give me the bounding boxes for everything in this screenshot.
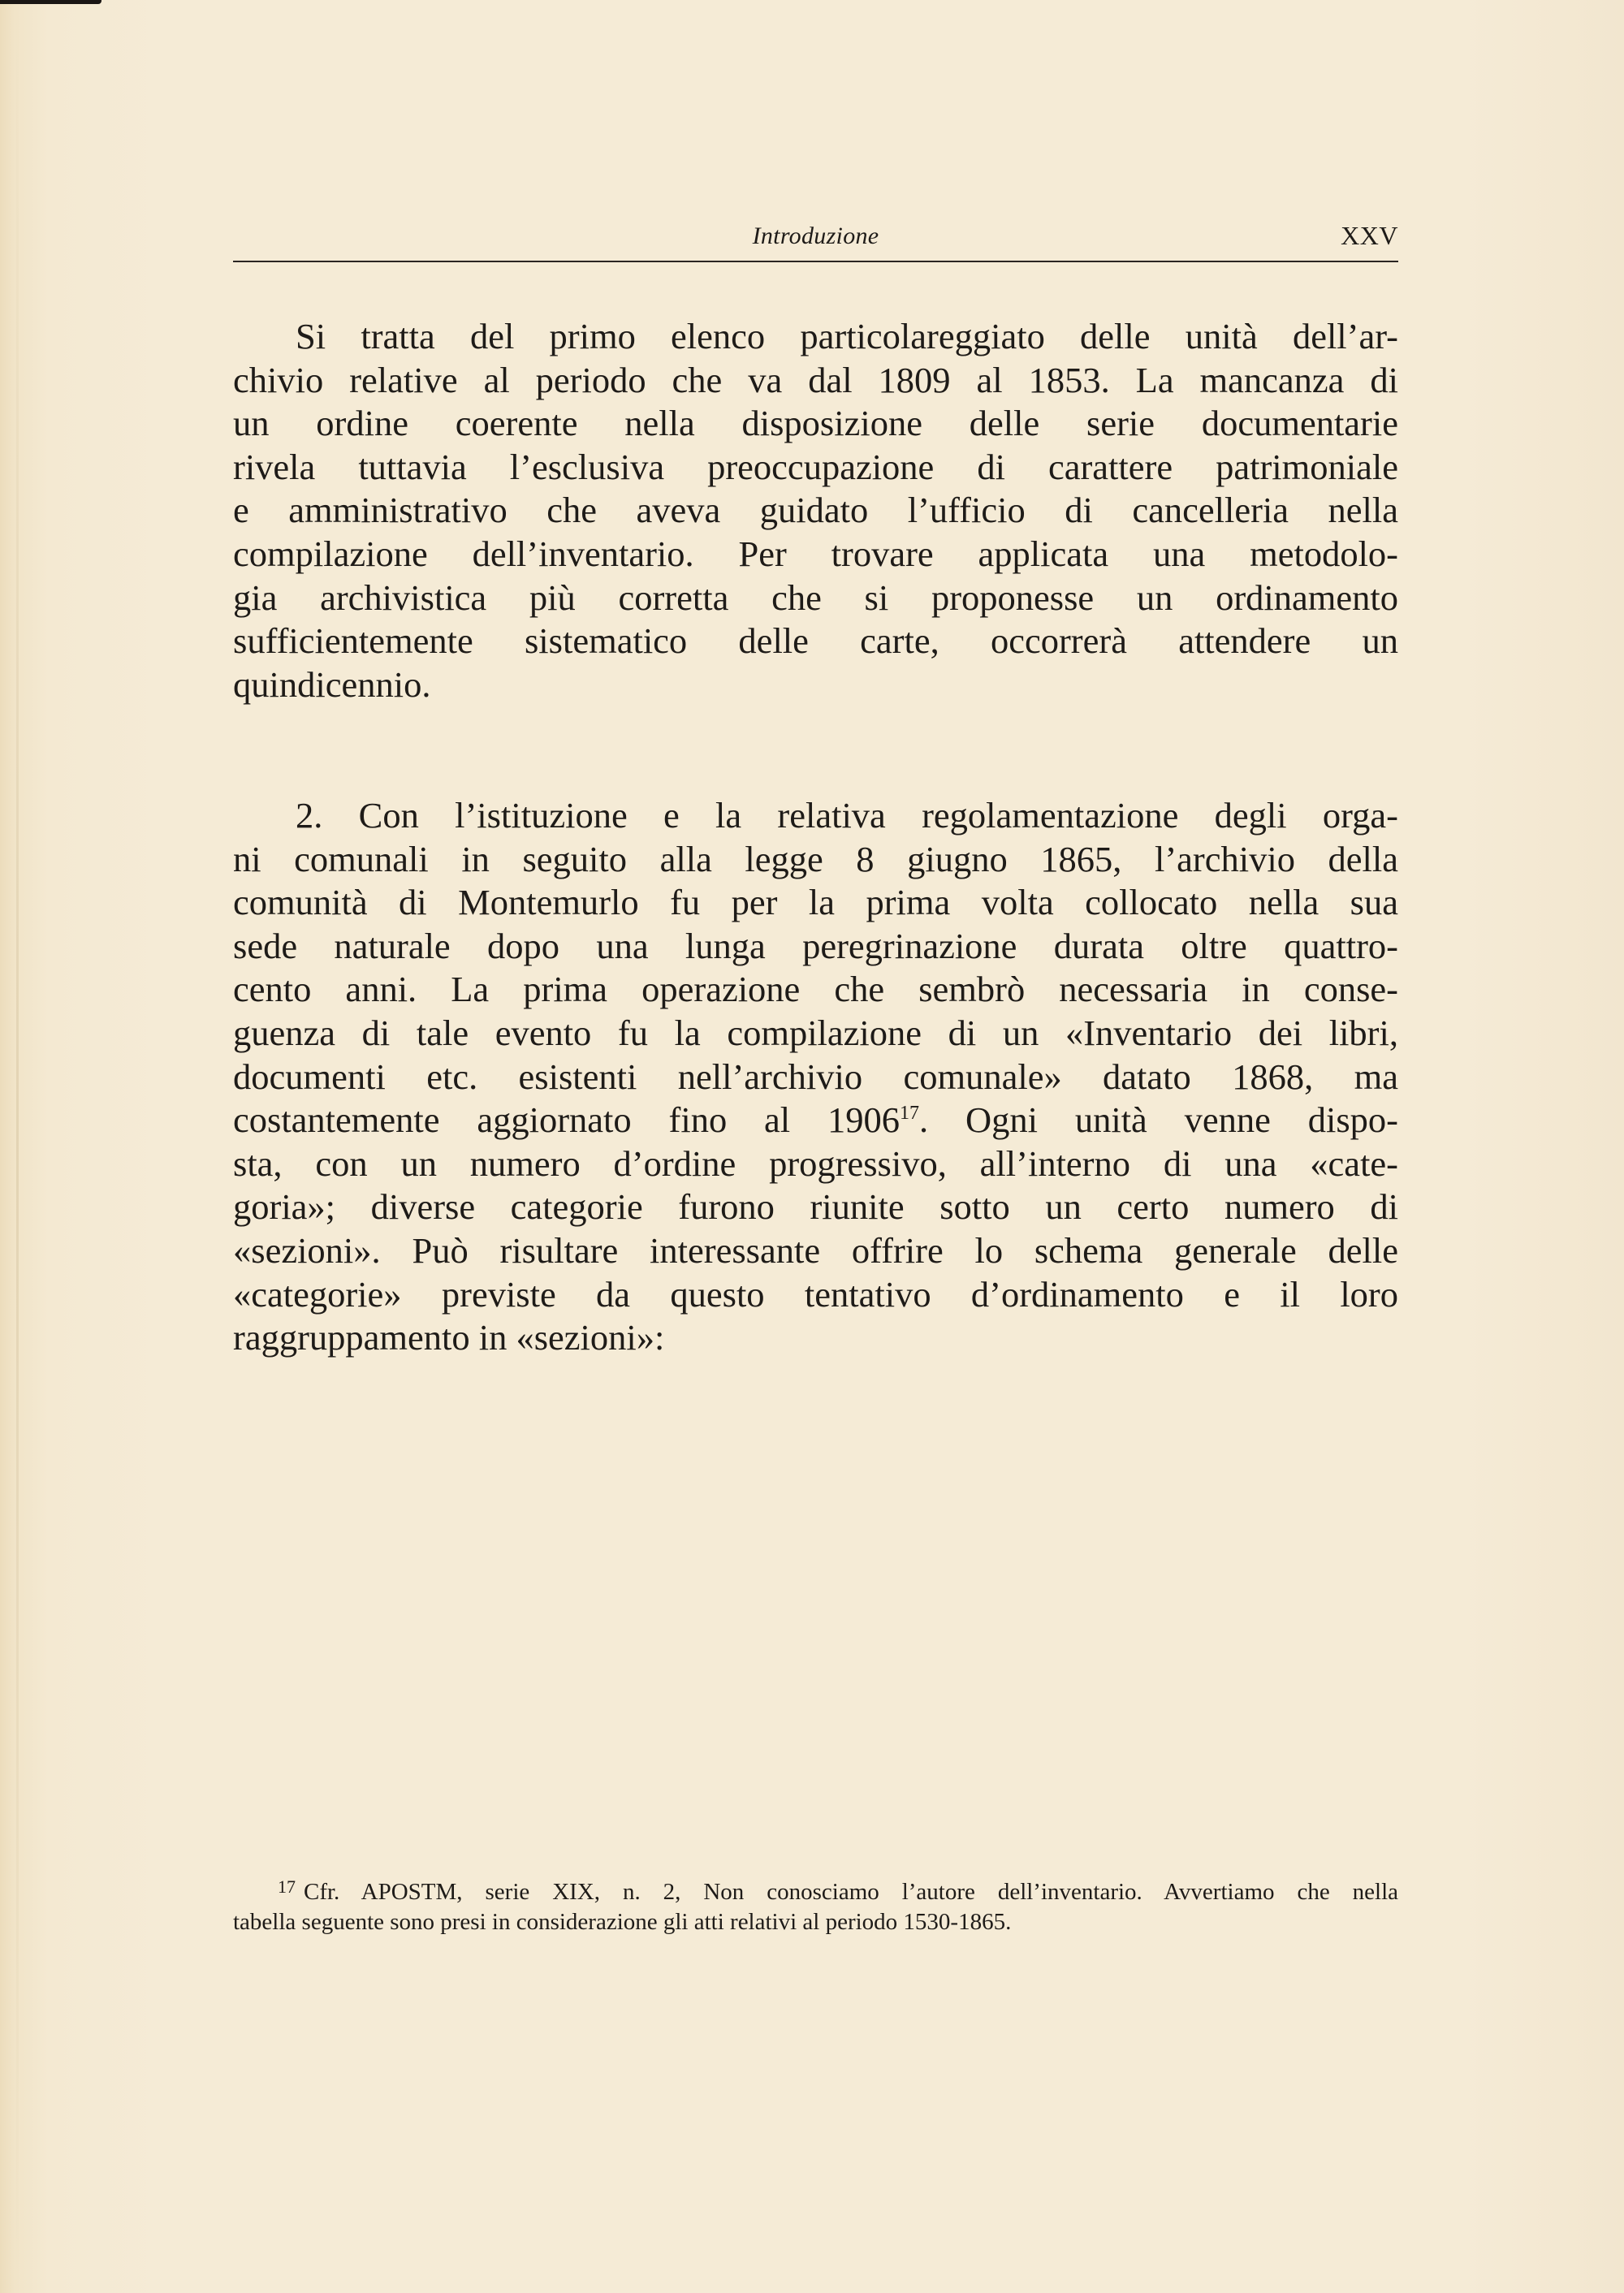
text-line: chivio relative al periodo che va dal 1809 al 1853. La mancanza di [233,359,1398,400]
text-line: comunità di Montemurlo fu per la prima volta collocato nella sua [233,882,1398,923]
footnote-17 [233,1872,1398,1937]
text-line: gia archivistica più corretta che si proponesse un ordinamento [233,576,1398,618]
paragraph-1 [233,315,1398,706]
running-title: Introduzione [752,222,879,249]
text-line: e amministrativo che aveva guidato l’ufficio di cancelleria nella [233,490,1398,531]
footnote-number: 17 [278,1876,296,1897]
text-line-with-footnote [233,1099,1398,1142]
page-gutter [16,0,19,2293]
text-segment: costantemente aggiornato fino al 1906 [233,1099,901,1141]
text-line: goria»; diverse categorie furono riunite sotto un certo numero di [233,1186,1398,1228]
text-line: «sezioni». Può risultare interessante offrire lo schema generale delle [233,1229,1398,1271]
text-line: rivela tuttavia l’esclusiva preoccupazione di carattere patrimoniale [233,446,1398,487]
scan-edge-shadow [0,0,102,4]
text-line: compilazione dell’inventario. Per trovare applicata una metodolo- [233,533,1398,574]
text-line: raggruppamento in «sezioni»: [233,1317,665,1358]
text-line: sede naturale dopo una lunga peregrinazione durata oltre quattro- [233,925,1398,966]
text-segment: . Ogni unità venne dispo- [919,1099,1399,1141]
footnote-reference[interactable]: 17 [900,1103,920,1125]
text-line: sta, con un numero d’ordine progressivo, all’interno di una «cate- [233,1142,1398,1184]
paragraph-2 [233,794,1398,1360]
text-line: un ordine coerente nella disposizione delle serie documentarie [233,403,1398,444]
text-line: cento anni. La prima operazione che sembrò necessaria in conse- [233,969,1398,1010]
text-line: ni comunali in seguito alla legge 8 giugno 1865, l’archivio della [233,838,1398,879]
text-line: guenza di tale evento fu la compilazione di un «Inventario dei libri, [233,1012,1398,1053]
page-number: XXV [1341,221,1398,250]
text-line: 2. Con l’istituzione e la relativa regolamentazione degli orga- [296,795,1398,836]
footnote-line [233,1872,1398,1907]
footnote-line: tabella seguente sono presi in considerazione gli atti relativi al periodo 1530-1865. [233,1909,1012,1935]
text-line: Si tratta del primo elenco particolareggiato delle unità dell’ar- [296,316,1398,356]
text-line: documenti etc. esistenti nell’archivio comunale» datato 1868, ma [233,1056,1398,1097]
running-header [233,219,1398,261]
text-line: quindicennio. [233,663,431,705]
header-rule [233,261,1398,262]
text-line: sufficientemente sistematico delle carte, occorrerà attendere un [233,620,1398,662]
footnote-text: Cfr. APOSTM, serie XIX, n. 2, Non conosciamo l’autore dell’inventario. Avvertiamo che nella [304,1879,1398,1905]
text-line: «categorie» previste da questo tentativo d’ordinamento e il loro [233,1273,1398,1315]
